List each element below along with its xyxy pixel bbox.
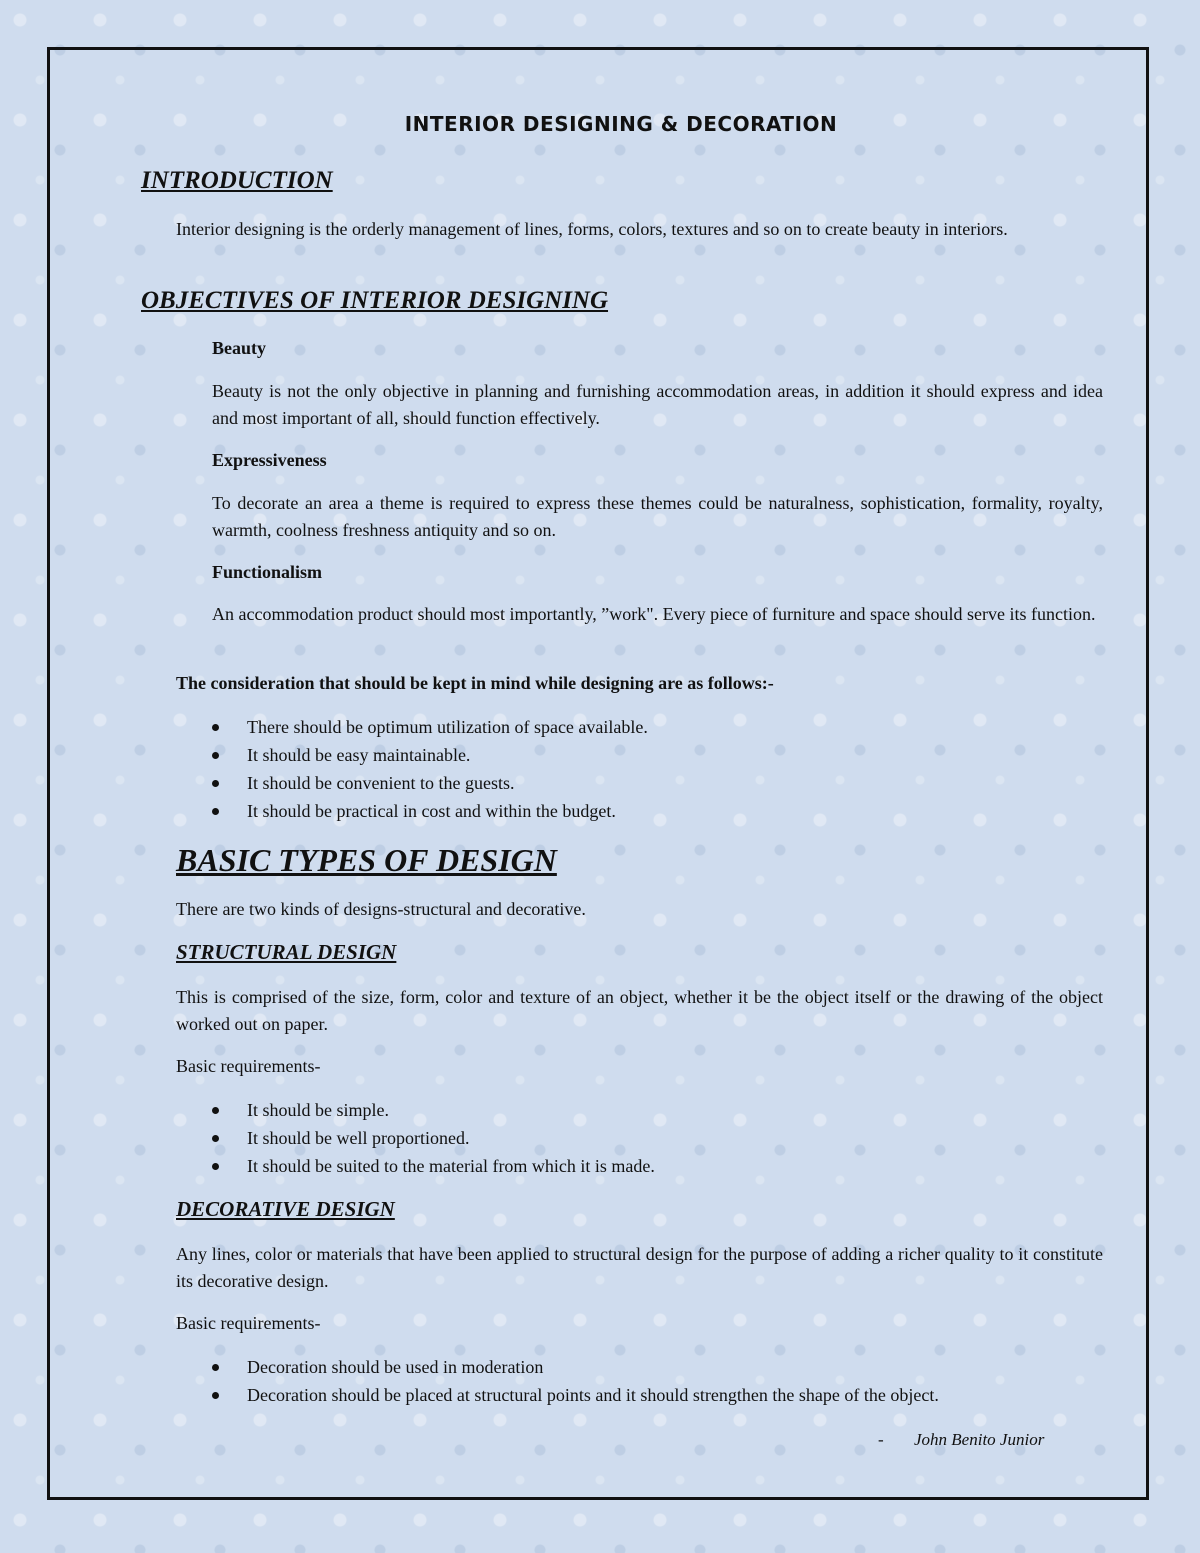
objective-text-functionalism: An accommodation product should most importantly, ”work". Every piece of furniture and space should serve its function. — [212, 604, 1096, 624]
bullet-icon — [212, 1135, 219, 1142]
list-item: It should be easy maintainable. — [212, 741, 1112, 769]
objective-label-beauty: Beauty — [212, 338, 266, 358]
basic-types-heading: BASIC TYPES OF DESIGN — [176, 842, 557, 878]
objective-label-expressiveness: Expressiveness — [212, 450, 327, 470]
structural-heading: STRUCTURAL DESIGN — [176, 940, 397, 964]
structural-text: This is comprised of the size, form, color and texture of an object, whether it be the object itself or the drawing of the object worked out on paper. — [176, 987, 1103, 1034]
list-item: It should be convenient to the guests. — [212, 769, 1112, 797]
decorative-text: Any lines, color or materials that have been applied to structural design for the purpose of adding a richer quality to it constitute its decorative design. — [176, 1244, 1103, 1291]
introduction-text: Interior designing is the orderly management of lines, forms, colors, textures and so on to create beauty in interiors. — [176, 219, 1008, 239]
bullet-icon — [212, 780, 219, 787]
bullet-icon — [212, 724, 219, 731]
signature-dash: - — [878, 1430, 884, 1449]
considerations-list — [212, 713, 1112, 825]
bullet-icon — [212, 808, 219, 815]
bullet-icon — [212, 1107, 219, 1114]
document-title: INTERIOR DESIGNING & DECORATION — [404, 112, 838, 136]
bullet-icon — [212, 752, 219, 759]
decorative-requirements-list — [212, 1353, 1112, 1409]
decorative-heading: DECORATIVE DESIGN — [176, 1197, 395, 1221]
objectives-heading: OBJECTIVES OF INTERIOR DESIGNING — [141, 287, 609, 314]
considerations-intro: The consideration that should be kept in mind while designing are as follows:- — [176, 673, 774, 693]
structural-requirements-list — [212, 1096, 1112, 1180]
list-item: Decoration should be placed at structural points and it should strengthen the shape of the object. — [212, 1381, 1112, 1409]
decorative-req-label: Basic requirements- — [176, 1313, 321, 1333]
structural-req-label: Basic requirements- — [176, 1056, 321, 1076]
list-item: It should be practical in cost and within the budget. — [212, 797, 1112, 825]
list-item: It should be suited to the material from which it is made. — [212, 1152, 1112, 1180]
bullet-icon — [212, 1163, 219, 1170]
list-item: Decoration should be used in moderation — [212, 1353, 1112, 1381]
list-item: There should be optimum utilization of space available. — [212, 713, 1112, 741]
introduction-heading: INTRODUCTION — [141, 167, 333, 194]
basic-types-text: There are two kinds of designs-structural and decorative. — [176, 899, 586, 919]
list-item: It should be simple. — [212, 1096, 1112, 1124]
objective-label-functionalism: Functionalism — [212, 562, 323, 582]
objective-text-beauty: Beauty is not the only objective in planning and furnishing accommodation areas, in addition it should express and idea and most important of all, should function effectively. — [212, 381, 1103, 428]
list-item: It should be well proportioned. — [212, 1124, 1112, 1152]
author-signature — [878, 1430, 1044, 1450]
bullet-icon — [212, 1364, 219, 1371]
objective-text-expressiveness: To decorate an area a theme is required to express these themes could be naturalness, sophistication, formality, royalty, warmth, coolness freshness antiquity and so on. — [212, 493, 1103, 540]
bullet-icon — [212, 1392, 219, 1399]
author-name: John Benito Junior — [914, 1430, 1045, 1449]
